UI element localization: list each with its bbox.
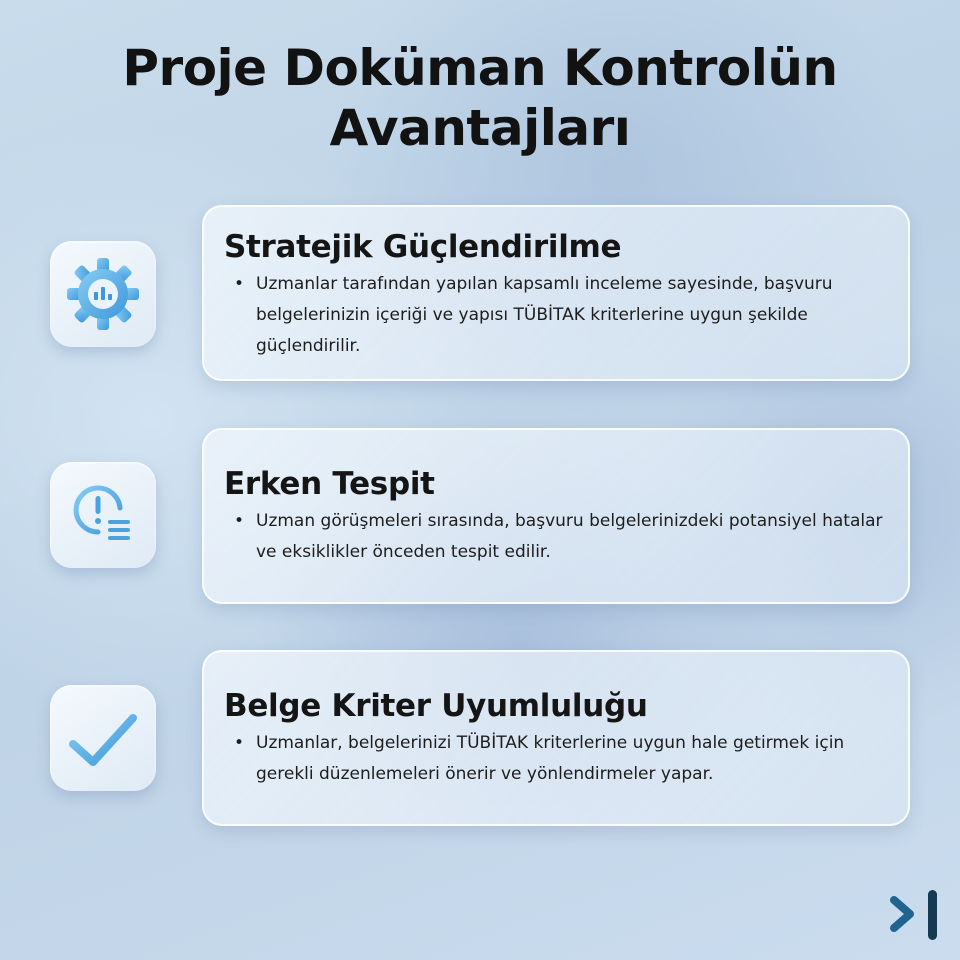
alert-list-icon <box>68 480 138 550</box>
gear-chart-icon <box>65 256 141 332</box>
card-bullet-text: • Uzmanlar, belgelerinizi TÜBİTAK kriterlerine uygun hale getirmek için gerekli düzenlemeleri önerir ve yönlendirmeler yapar. <box>256 728 888 790</box>
arrow-right-to-bar-icon <box>852 888 944 944</box>
card-title: Erken Tespit <box>224 466 435 502</box>
page-title-line1: Proje Doküman Kontrolün <box>122 39 838 97</box>
page-title-line2: Avantajları <box>329 99 631 157</box>
card-bullets <box>224 728 888 790</box>
card-early-detection <box>202 428 910 604</box>
checkmark-icon <box>65 700 141 776</box>
card-title: Stratejik Güçlendirilme <box>224 229 622 265</box>
card-compliance <box>202 650 910 826</box>
card-title: Belge Kriter Uyumluluğu <box>224 688 648 724</box>
card-bullet-text: • Uzman görüşmeleri sırasında, başvuru belgelerinizdeki potansiyel hatalar ve eksiklikler önceden tespit edilir. <box>256 506 888 568</box>
card-bullet-text: • Uzmanlar tarafından yapılan kapsamlı inceleme sayesinde, başvuru belgelerinizin içeriği ve yapısı TÜBİTAK kriterlerine uygun şekilde güçlendirilir. <box>256 269 888 362</box>
icon-box-early-detection <box>50 462 156 568</box>
card-strategic <box>202 205 910 381</box>
icon-box-compliance <box>50 685 156 791</box>
card-bullets <box>224 269 888 362</box>
next-button[interactable] <box>852 888 944 944</box>
icon-box-strategic <box>50 241 156 347</box>
card-bullets <box>224 506 888 568</box>
page-title <box>0 38 960 158</box>
